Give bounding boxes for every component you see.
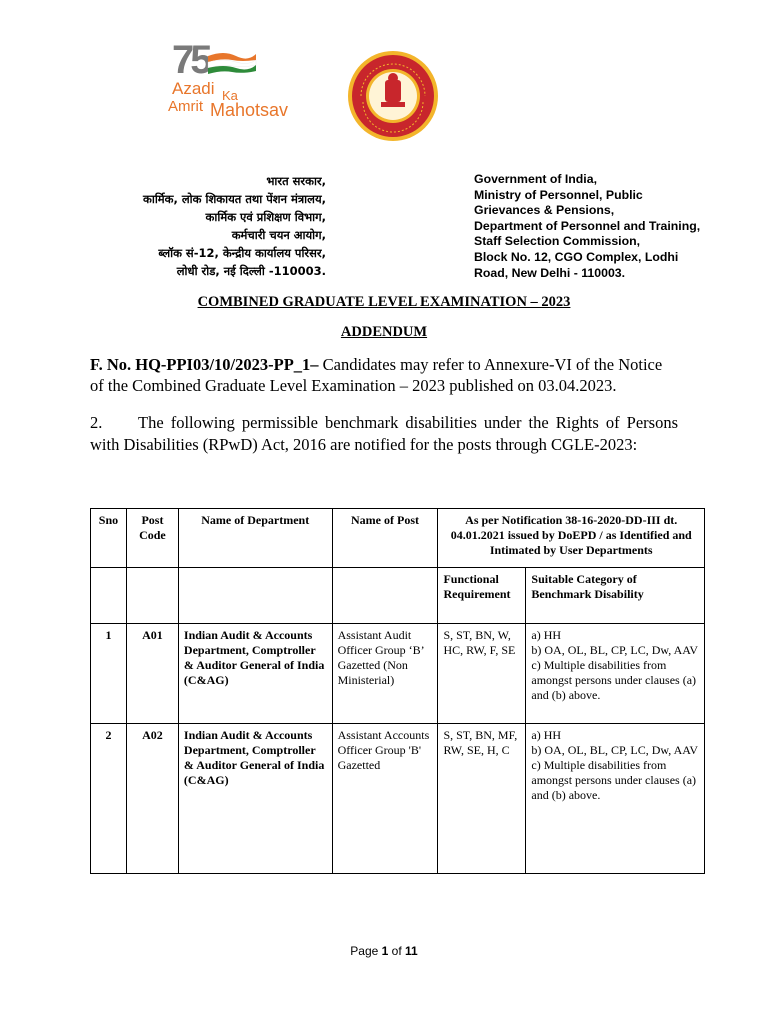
document-title: COMBINED GRADUATE LEVEL EXAMINATION – 2023 xyxy=(197,294,571,310)
logo-line2b: Mahotsav xyxy=(210,100,289,120)
ssc-seal-icon xyxy=(347,50,439,142)
footer-mid: of xyxy=(388,944,406,958)
hindi-address-line: भारत सरकार, xyxy=(266,174,326,188)
cell-category xyxy=(526,724,705,874)
category-line: c) Multiple disabilities from amongst persons under clauses (a) and (b) above. xyxy=(531,658,697,702)
paragraph-2 xyxy=(90,412,678,455)
cell-post xyxy=(332,624,438,724)
header-post-code: Post Code xyxy=(126,509,178,568)
hindi-address-line: कार्मिक एवं प्रशिक्षण विभाग, xyxy=(205,210,326,224)
english-address-block xyxy=(474,172,700,281)
cell-department: Indian Audit & Accounts Department, Comptroller & Auditor General of India (C&AG) xyxy=(178,624,332,724)
cell-category xyxy=(526,624,705,724)
logo-line1b: Ka xyxy=(222,88,238,103)
empty-cell xyxy=(126,568,178,624)
hindi-address-block xyxy=(143,172,326,280)
english-address-line: Grievances & Pensions, xyxy=(474,203,615,218)
empty-cell xyxy=(332,568,438,624)
logo-line2: Amrit xyxy=(168,98,203,115)
cell-sno: 1 xyxy=(91,624,127,724)
english-address-line: Staff Selection Commission, xyxy=(474,234,641,249)
post-line: Assistant Audit Officer Group ‘B’ xyxy=(337,628,425,657)
cell-functional: S, ST, BN, MF, RW, SE, H, C xyxy=(438,724,526,874)
empty-cell xyxy=(91,568,127,624)
header-department: Name of Department xyxy=(178,509,332,568)
english-address-line: Ministry of Personnel, Public xyxy=(474,187,643,202)
category-line: a) HH xyxy=(531,728,562,742)
page-footer xyxy=(0,944,768,958)
logo-number: 75 xyxy=(172,38,209,82)
document-subtitle: ADDENDUM xyxy=(340,324,428,340)
cell-sno: 2 xyxy=(91,724,127,874)
header-functional: Functional Requirement xyxy=(438,568,526,624)
disability-table xyxy=(90,508,705,874)
table-row xyxy=(91,624,705,724)
table-subheader-row xyxy=(91,568,705,624)
paragraph-number: 2. xyxy=(90,413,103,432)
category-line: c) Multiple disabilities from amongst persons under clauses (a) and (b) above. xyxy=(531,758,697,802)
category-line: b) OA, OL, BL, CP, LC, Dw, AAV xyxy=(531,743,699,757)
english-address-line: Road, New Delhi - 110003. xyxy=(474,265,626,280)
cell-post-code: A02 xyxy=(126,724,178,874)
header-notification: As per Notification 38-16-2020-DD-III dt. 04.01.2021 issued by DoEPD / as Identified and Intimated by User Departments xyxy=(438,509,705,568)
flag-wave-icon xyxy=(206,50,258,74)
header-post: Name of Post xyxy=(332,509,438,568)
hindi-address-line: कर्मचारी चयन आयोग, xyxy=(231,228,326,242)
category-line: b) OA, OL, BL, CP, LC, Dw, AAV xyxy=(531,643,699,657)
cell-department: Indian Audit & Accounts Department, Comptroller & Auditor General of India (C&AG) xyxy=(178,724,332,874)
table-header-row xyxy=(91,509,705,568)
azadi-ka-amrit-mahotsav-logo xyxy=(168,40,298,120)
cell-post-code: A01 xyxy=(126,624,178,724)
paragraph-1-text: Candidates may refer to Annexure-VI of the Notice of the Combined Graduate Level Examination – 2023 published on 03.04.2023. xyxy=(90,355,663,395)
cell-post xyxy=(332,724,438,874)
footer-prefix: Page xyxy=(350,944,382,958)
empty-cell xyxy=(178,568,332,624)
page-number: 1 xyxy=(381,944,389,958)
post-line: Gazetted (Non Ministerial) xyxy=(337,658,408,687)
header-category: Suitable Category of Benchmark Disability xyxy=(526,568,705,624)
header-sno: Sno xyxy=(91,509,127,568)
logo-line1: Azadi xyxy=(172,79,215,98)
post-line: Assistant Accounts Officer Group 'B' Gazetted xyxy=(337,728,430,772)
hindi-address-line: लोधी रोड, नई दिल्ली -110003. xyxy=(176,264,326,278)
cell-functional: S, ST, BN, W, HC, RW, F, SE xyxy=(438,624,526,724)
english-address-line: Department of Personnel and Training, xyxy=(474,218,701,233)
table-row xyxy=(91,724,705,874)
hindi-address-line: ब्लॉक सं-12, केन्द्रीय कार्यालय परिसर, xyxy=(158,246,326,260)
file-reference: F. No. HQ-PPI03/10/2023-PP_1– xyxy=(90,355,319,374)
paragraph-1 xyxy=(90,354,678,396)
page-total: 11 xyxy=(405,944,418,958)
paragraph-2-text: The following permissible benchmark disabilities under the Rights of Persons with Disabilities (RPwD) Act, 2016 are notified for the posts through CGLE-2023: xyxy=(90,413,678,454)
category-line: a) HH xyxy=(531,628,562,642)
english-address-line: Government of India, xyxy=(474,172,597,186)
english-address-line: Block No. 12, CGO Complex, Lodhi xyxy=(474,249,679,264)
hindi-address-line: कार्मिक, लोक शिकायत तथा पेंशन मंत्रालय, xyxy=(143,192,326,206)
